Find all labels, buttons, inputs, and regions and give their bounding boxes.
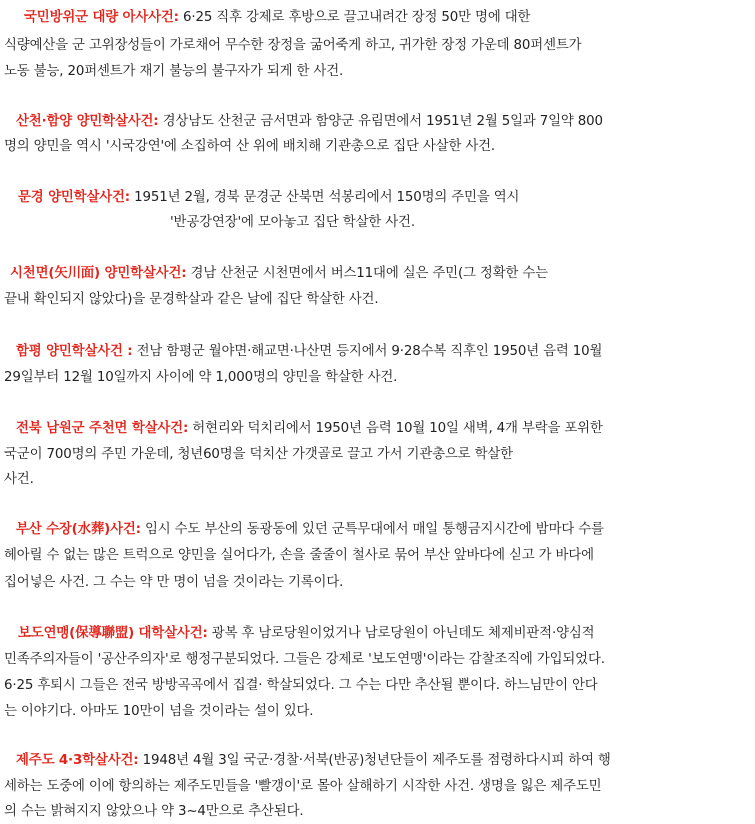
section-text: 경남 산천군 시천면에서 버스11대에 실은 주민(그 정확한 수는: [186, 266, 548, 281]
section-text: 임시 수도 부산의 동광동에 있던 군특무대에서 매일 통행금지시간에 밤마다 수를: [140, 522, 604, 537]
section-line: [16, 752, 611, 769]
section-line: 끝내 확인되지 않았다)을 문경학살과 같은 날에 집단 학살한 사건.: [4, 292, 379, 307]
section-line: '반공강연장'에 모아놓고 집단 학살한 사건.: [170, 215, 415, 230]
section-line: [16, 420, 603, 437]
section-title: 산천·함양 양민학살사건:: [16, 114, 159, 129]
section-line: 는 이야기다. 아마도 10만이 넘을 것이라는 설이 있다.: [4, 704, 314, 719]
section-title: 문경 양민학살사건:: [18, 190, 130, 205]
section-line: [10, 265, 548, 282]
section-title: 보도연맹(保導聯盟) 대학살사건:: [18, 626, 208, 641]
section-text: 1951년 2월, 경북 문경군 산북면 석봉리에서 150명의 주민을 역시: [130, 190, 520, 205]
section-line: [16, 343, 602, 360]
section-line: 명의 양민을 역시 '시국강연'에 소집하여 산 위에 배치해 기관총으로 집단 사살한 사건.: [4, 139, 496, 154]
section-text: 전남 함평군 월야면·해교면·나산면 등지에서 9·28수복 직후인 1950년 음력 10월: [132, 344, 603, 359]
section-text: 광복 후 남로당원이었거나 남로당원이 아닌데도 체제비판적·양심적: [207, 626, 595, 641]
section-line: [18, 189, 519, 206]
section-line: 세하는 도중에 이에 항의하는 제주도민들을 '빨갱이'로 몰아 살해하기 시작한 사건. 생명을 잃은 제주도민: [4, 779, 602, 794]
section-line: 헤아릴 수 없는 많은 트럭으로 양민을 실어다가, 손을 줄줄이 철사로 묶어 부산 앞바다에 싣고 가 바다에: [4, 548, 594, 563]
section-title: 시천면(矢川面) 양민학살사건:: [10, 266, 187, 281]
section-title: 부산 수장(水葬)사건:: [16, 522, 141, 537]
section-line: 29일부터 12월 10일까지 사이에 약 1,000명의 양민을 학살한 사건.: [4, 370, 398, 385]
section-title: 함평 양민학살사건 :: [16, 344, 133, 359]
section-title: 전북 남원군 주천면 학살사건:: [16, 421, 189, 436]
section-line: 사건.: [4, 472, 34, 487]
section-line: 민족주의자들이 '공산주의자'로 행정구분되었다. 그들은 강제로 '보도연맹'이라는 감찰조직에 가입되었다.: [4, 652, 605, 667]
section-text: 허현리와 덕치리에서 1950년 음력 10월 10일 새벽, 4개 부락을 포위한: [188, 421, 603, 436]
section-line: 집어넣은 사건. 그 수는 약 만 명이 넘을 것이라는 기록이다.: [4, 575, 344, 590]
section-text: 1948년 4월 3일 국군·경찰·서북(반공)청년단들이 제주도를 점령하다시피 하여 행: [138, 753, 611, 768]
section-title: 국민방위군 대량 아사사건:: [24, 10, 179, 25]
section-line: [16, 113, 603, 130]
section-line: 6·25 후퇴시 그들은 전국 방방곡곡에서 집결· 학살되었다. 그 수는 다만 추산될 뿐이다. 하느님만이 안다: [4, 678, 598, 693]
section-line: 노동 불능, 20퍼센트가 재기 불능의 불구자가 되게 한 사건.: [4, 64, 344, 79]
section-line: 국군이 700명의 주민 가운데, 청년60명을 덕치산 가갯골로 끌고 가서 기관총으로 학살한: [4, 447, 513, 462]
section-line: 식량예산을 군 고위장성들이 가로채어 무수한 장정을 굶어죽게 하고, 귀가한 장정 가운데 80퍼센트가: [4, 38, 582, 53]
section-line: 의 수는 밝혀지지 않았으나 약 3~4만으로 추산된다.: [4, 804, 304, 819]
section-text: 경상남도 산천군 금서면과 함양군 유림면에서 1951년 2월 5일과 7일약 800: [158, 114, 603, 129]
section-line: [24, 9, 530, 26]
section-line: [16, 521, 604, 538]
section-text: 6·25 직후 강제로 후방으로 끌고내려간 장정 50만 명에 대한: [178, 10, 531, 25]
section-title: 제주도 4·3학살사건:: [16, 753, 139, 768]
section-line: [18, 625, 594, 642]
